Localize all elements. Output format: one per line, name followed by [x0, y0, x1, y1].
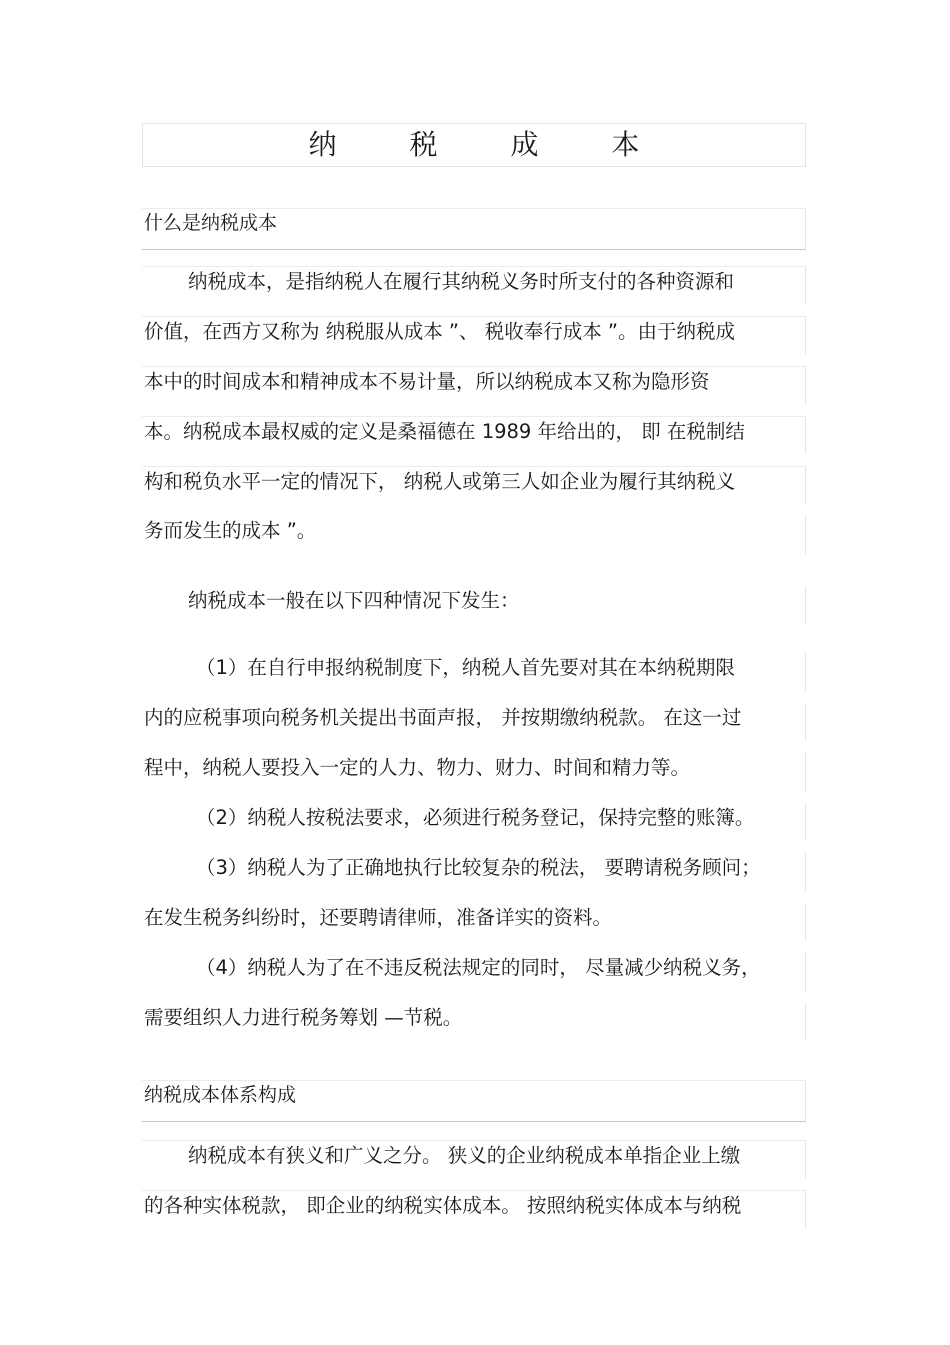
- list-item-line: 需要组织人力进行税务筹划 —节税。: [142, 1003, 806, 1041]
- paragraph-line: 务而发生的成本 ”。: [142, 516, 806, 554]
- section-heading-what-is: 什么是纳税成本: [142, 208, 806, 250]
- list-item-line: 内的应税事项向税务机关提出书面声报， 并按期缴纳税款。 在这一过: [142, 703, 806, 741]
- list-item-line: （1）在自行申报纳税制度下，纳税人首先要对其在本纳税期限: [142, 653, 806, 691]
- list-item-line: （4）纳税人为了在不违反税法规定的同时， 尽量减少纳税义务，: [142, 953, 806, 991]
- paragraph-line: 纳税成本有狭义和广义之分。 狭义的企业纳税成本单指企业上缴: [142, 1140, 806, 1178]
- paragraph-line: 本。纳税成本最权威的定义是桑福德在 1989 年给出的， 即 在税制结: [142, 416, 806, 454]
- paragraph-line: 的各种实体税款， 即企业的纳税实体成本。 按照纳税实体成本与纳税: [142, 1190, 806, 1228]
- list-item-line: 程中，纳税人要投入一定的人力、物力、财力、时间和精力等。: [142, 753, 806, 791]
- page-title: 纳 税 成 本: [142, 123, 806, 167]
- list-item-line: 在发生税务纠纷时，还要聘请律师，准备详实的资料。: [142, 903, 806, 941]
- section-heading-system: 纳税成本体系构成: [142, 1080, 806, 1122]
- paragraph-line: 价值，在西方又称为 纳税服从成本 ”、 税收奉行成本 ”。由于纳税成: [142, 316, 806, 354]
- paragraph-line: 纳税成本一般在以下四种情况下发生：: [142, 586, 806, 624]
- list-item-line: （3）纳税人为了正确地执行比较复杂的税法， 要聘请税务顾问；: [142, 853, 806, 891]
- paragraph-line: 构和税负水平一定的情况下， 纳税人或第三人如企业为履行其纳税义: [142, 466, 806, 504]
- paragraph-line: 纳税成本，是指纳税人在履行其纳税义务时所支付的各种资源和: [142, 266, 806, 304]
- paragraph-line: 本中的时间成本和精神成本不易计量，所以纳税成本又称为隐形资: [142, 366, 806, 404]
- list-item-line: （2）纳税人按税法要求，必须进行税务登记，保持完整的账簿。: [142, 803, 806, 841]
